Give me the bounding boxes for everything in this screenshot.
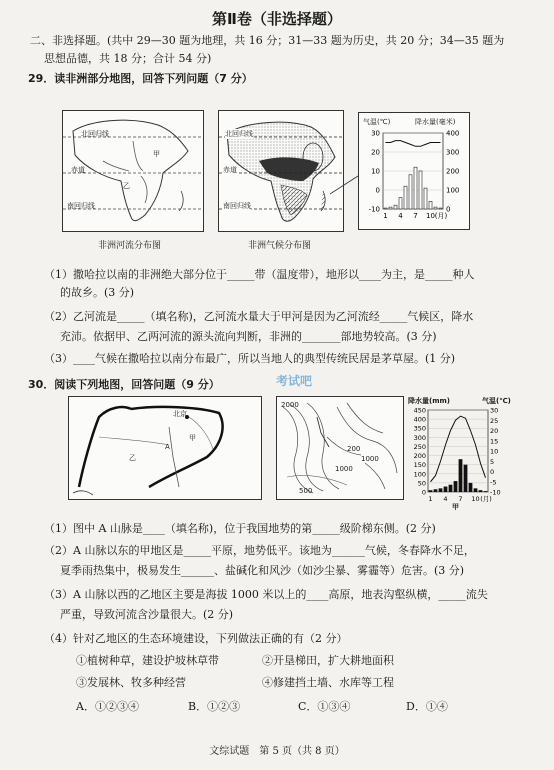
map2-caption: 非洲气候分布图 — [248, 241, 312, 251]
q30-precip-bar — [439, 488, 443, 492]
q30-precip-bar — [454, 481, 458, 492]
q29-precip-bar — [419, 171, 422, 209]
africa-climate-map — [218, 110, 344, 232]
q30-choice-b: B．①②③ — [188, 700, 241, 713]
q30-precip-tick: 450 — [413, 406, 426, 415]
q29-month-tick: 1 — [383, 212, 388, 220]
q30-sub2-line1: （2）A 山脉以东的甲地区是_____平原，地势低平。该地为______气候，冬春降水不足， — [44, 544, 475, 557]
q30-a-label: A — [165, 443, 170, 451]
q30-precip-bar — [474, 488, 478, 492]
q30-precip-tick: 100 — [413, 470, 426, 479]
map2-tropic-n-label: 北回归线 — [225, 130, 253, 138]
q29-precip-bar — [434, 207, 437, 209]
q29-temp-tick: -10 — [368, 205, 380, 214]
q30-precip-tick: 300 — [413, 433, 426, 442]
q29-precip-tick: 200 — [446, 167, 460, 176]
q30-temp-tick: 15 — [490, 437, 499, 446]
q29-sub1-line2: 的故乡。(3 分) — [60, 286, 135, 299]
q30-temp-tick: -5 — [490, 478, 497, 487]
contour-label-4: 1000 — [335, 465, 353, 473]
q29-precip-bar — [439, 208, 442, 209]
q29-temp-tick: 20 — [371, 148, 380, 157]
map1-jia-label: 甲 — [153, 150, 160, 158]
q30-sub2-line2: 夏季雨热集中，极易发生______、盐碱化和风沙（如沙尘暴、雾霾等）危害。(3 分) — [60, 564, 465, 577]
q30-month-tick: (月) — [480, 495, 492, 503]
map-chart-connector — [330, 170, 360, 200]
q30-month-tick: 7 — [458, 495, 463, 503]
map1-caption: 非洲河流分布图 — [98, 241, 162, 251]
q29-temp-line — [386, 141, 441, 147]
q30-precip-bar — [469, 483, 473, 492]
q29-precip-tick: 0 — [446, 205, 451, 214]
q29-precip-bar — [399, 198, 402, 209]
q30-precip-bar — [434, 489, 438, 492]
map2-tropic-s-label: 南回归线 — [223, 202, 251, 210]
q29-heading: 29．读非洲部分地图，回答下列问题（7 分） — [28, 72, 253, 85]
q30-sub3-line2: 严重，导致河流含沙量很大。(2 分) — [60, 608, 234, 621]
q29-precip-tick: 300 — [446, 148, 460, 157]
q30-precip-tick: 50 — [417, 479, 426, 488]
map1-yi-label: 乙 — [123, 182, 130, 190]
q29-precip-bar — [429, 201, 432, 209]
q30-region-map — [68, 396, 262, 500]
q30-contour-map — [276, 396, 404, 500]
section-title: 第Ⅱ卷（非选择题） — [212, 10, 342, 28]
q29-chart-plot — [359, 127, 469, 229]
q30-precip-bar — [449, 485, 453, 492]
q30-heading: 30．阅读下列地图，回答问题（9 分） — [28, 378, 220, 391]
map1-equator-label: 赤道 — [71, 166, 85, 174]
q30-temp-tick: 25 — [490, 416, 499, 425]
contour-label-3: 1000 — [361, 455, 379, 463]
contour-label-5: 500 — [299, 487, 313, 495]
q29-sub1-line1: （1）撒哈拉以南的非洲绝大部分位于_____带（温度带），地形以____为主，是_____种人 — [44, 268, 475, 281]
q30-option-2: ②开垦梯田，扩大耕地面积 — [262, 654, 394, 667]
q30-chart-plot — [408, 406, 512, 504]
q30-precip-tick: 0 — [421, 488, 426, 497]
map1-tropic-s-label: 南回归线 — [67, 202, 95, 210]
q30-choice-d: D．①④ — [406, 700, 448, 713]
q29-temp-tick: 10 — [371, 167, 380, 176]
q29-sub2-line2: 充沛。依据甲、乙两河流的源头流向判断，非洲的_______部地势较高。(3 分) — [60, 330, 437, 343]
q30-precip-tick: 200 — [413, 452, 426, 461]
q29-month-tick: 10 — [426, 212, 435, 220]
q30-temp-tick: 30 — [490, 406, 499, 415]
q30-temp-tick: 10 — [490, 447, 499, 456]
q29-precip-tick: 400 — [446, 129, 460, 138]
q29-month-tick: (月) — [434, 212, 448, 220]
q30-contour-map-drawing — [277, 397, 403, 499]
page-footer: 文综试题 第 5 页（共 8 页） — [209, 746, 345, 757]
q30-precip-tick: 350 — [413, 424, 426, 433]
q30-precip-tick: 400 — [413, 415, 426, 424]
contour-label-2: 200 — [347, 445, 361, 453]
q30-precip-tick: 150 — [413, 461, 426, 470]
q30-precip-bar — [484, 491, 488, 492]
q29-precip-axis-label: 降水量(毫米) — [415, 118, 456, 126]
q30-precip-bar — [444, 487, 448, 492]
q29-precip-bar — [404, 186, 407, 209]
q30-temp-tick: 20 — [490, 427, 499, 435]
q29-precip-bar — [394, 205, 397, 209]
q30-precip-axis-label: 降水量(mm) — [408, 397, 450, 405]
q30-option-3: ③发展林、牧多种经营 — [76, 676, 186, 689]
q30-precip-tick: 250 — [413, 442, 426, 451]
section-intro-line2: 思想品德，共 18 分；合计 54 分) — [44, 52, 212, 65]
q29-sub3: （3）____气候在撒哈拉以南分布最广，所以当地人的典型传统民居是茅草屋。(1 分) — [44, 352, 456, 365]
q29-precip-bar — [409, 175, 412, 209]
q30-climate-chart — [408, 396, 512, 514]
q29-month-tick: 7 — [413, 212, 418, 220]
q30-option-1: ①植树种草，建设护坡林草带 — [76, 654, 219, 667]
map2-equator-label: 赤道 — [223, 166, 237, 174]
q30-precip-bar — [464, 465, 468, 492]
q30-option-4: ④修建挡土墙、水库等工程 — [262, 676, 394, 689]
q30-temp-tick: -10 — [490, 488, 501, 497]
q30-precip-bar — [429, 490, 433, 492]
q30-beijing-label: 北京 — [173, 410, 187, 418]
q30-jia-label: 甲 — [189, 434, 196, 442]
q29-sub2-line1: （2）乙河流是_____（填名称)，乙河流水量大于甲河是因为乙河流经_____气候区，降水 — [44, 310, 474, 323]
contour-label-1: 2000 — [281, 401, 299, 409]
q29-climate-chart — [358, 112, 470, 230]
q30-month-tick: 4 — [443, 495, 448, 503]
q30-temp-tick: 0 — [490, 468, 495, 476]
q30-choice-c: C．①③④ — [298, 700, 351, 713]
q29-temp-tick: 0 — [375, 186, 380, 195]
q30-precip-bar — [459, 459, 463, 492]
q29-precip-bar — [389, 207, 392, 209]
q30-temp-axis-label: 气温(℃) — [482, 397, 511, 405]
q29-month-tick: 4 — [398, 212, 403, 220]
q30-choice-a: A．①②③④ — [76, 700, 139, 713]
q29-temp-tick: 30 — [371, 129, 380, 138]
q30-plot-frame — [428, 410, 488, 492]
q30-station-label: 甲 — [452, 503, 459, 511]
q29-precip-bar — [424, 188, 427, 209]
q29-precip-tick: 100 — [446, 186, 460, 195]
q30-sub3-line1: （3）A 山脉以西的乙地区主要是海拔 1000 米以上的____高原，地表沟壑纵横，_____流失 — [44, 588, 488, 601]
map1-tropic-n-label: 北回归线 — [81, 130, 109, 138]
q30-month-tick: 1 — [428, 495, 433, 503]
q30-month-tick: 10 — [471, 495, 480, 503]
q30-temp-tick: 5 — [490, 457, 495, 466]
q30-sub1: （1）图中 A 山脉是____（填名称)，位于我国地势的第_____级阶梯东侧。(2 分) — [44, 522, 436, 535]
q30-precip-bar — [479, 490, 483, 492]
q30-yi-label: 乙 — [129, 454, 136, 462]
africa-river-map — [62, 110, 204, 232]
q29-temp-axis-label: 气温(℃) — [363, 118, 391, 126]
section-intro-line1: 二、非选择题。(共中 29—30 题为地理，共 16 分；31—33 题为历史，共 20 分；34—35 题为 — [30, 34, 505, 47]
q30-temp-line — [431, 416, 486, 482]
q29-precip-bar — [384, 208, 387, 209]
q30-sub4: （4）针对乙地区的生态环境建设，下列做法正确的有（2 分） — [44, 632, 348, 645]
watermark-logo: 考试吧 — [276, 374, 313, 388]
q29-precip-bar — [414, 167, 417, 209]
